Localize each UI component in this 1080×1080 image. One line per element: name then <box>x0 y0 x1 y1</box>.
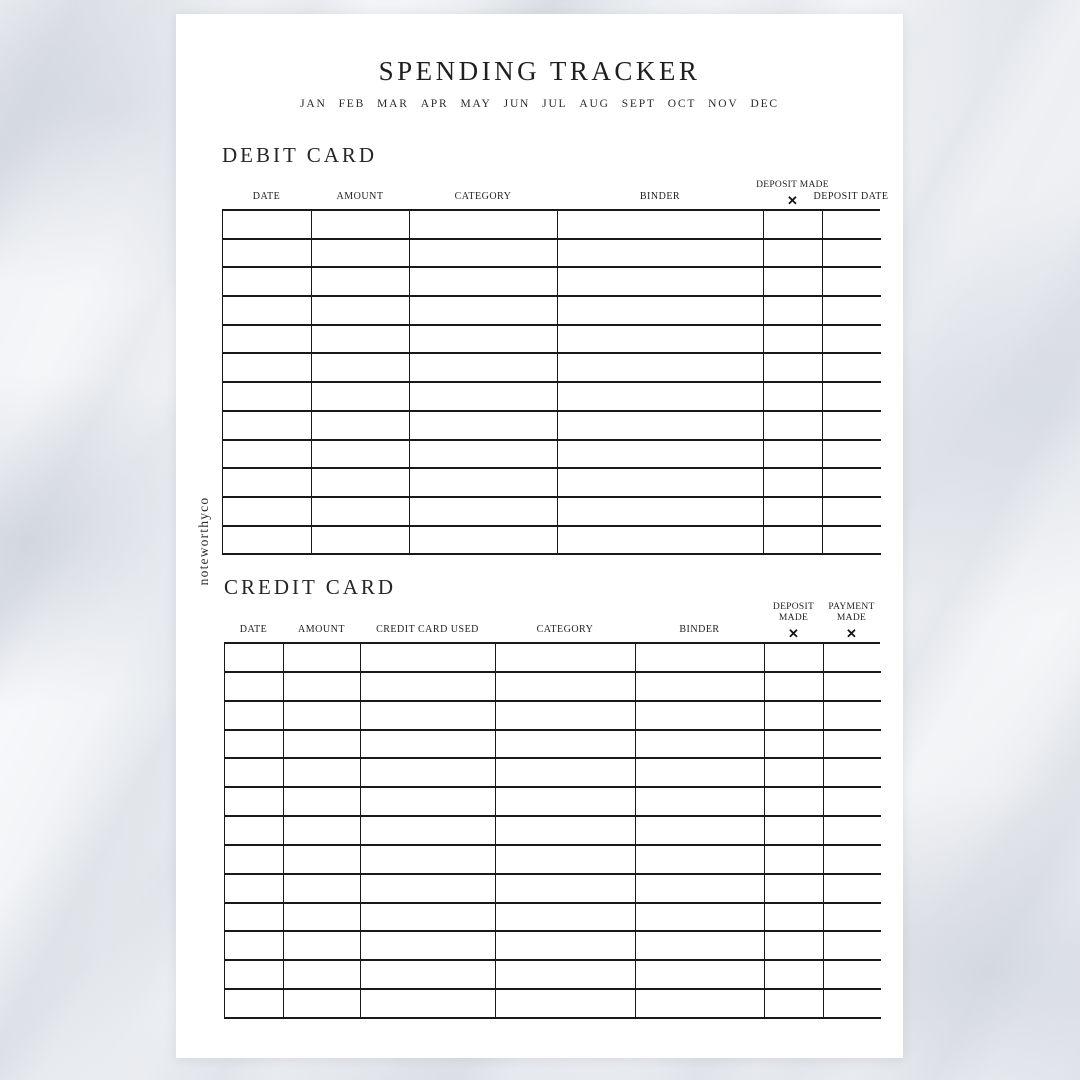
table-cell <box>225 673 284 702</box>
table-cell <box>636 961 765 990</box>
table-cell <box>284 875 361 904</box>
table-cell <box>558 240 764 269</box>
table-cell <box>496 932 636 961</box>
table-cell <box>410 326 558 355</box>
table-cell <box>312 469 410 498</box>
table-cell <box>824 644 881 673</box>
table-cell <box>284 932 361 961</box>
table-cell <box>824 846 881 875</box>
table-cell <box>636 702 765 731</box>
table-cell <box>284 961 361 990</box>
table-cell <box>764 240 823 269</box>
x-mark-icon: ✕ <box>787 193 798 208</box>
section-heading-debit: DEBIT CARD <box>222 143 378 167</box>
table-cell <box>765 904 824 933</box>
table-cell <box>312 441 410 470</box>
table-cell <box>361 961 496 990</box>
table-cell <box>361 904 496 933</box>
table-cell <box>284 673 361 702</box>
table-cell <box>824 990 881 1019</box>
month-label: SEPT <box>621 98 656 110</box>
column-header-amount: AMOUNT <box>298 624 345 635</box>
table-cell <box>496 875 636 904</box>
table-cell <box>410 412 558 441</box>
table-cell <box>312 268 410 297</box>
brand-vertical-text: noteworthyco <box>196 496 211 586</box>
table-cell <box>284 702 361 731</box>
credit-header-row <box>224 599 880 642</box>
table-cell <box>823 383 881 412</box>
table-cell <box>824 817 881 846</box>
table-cell <box>361 846 496 875</box>
table-cell <box>636 817 765 846</box>
table-cell <box>284 731 361 760</box>
table-cell <box>636 990 765 1019</box>
debit-header-row <box>222 172 889 209</box>
table-cell <box>823 211 881 240</box>
table-cell <box>361 702 496 731</box>
month-label: JAN <box>300 98 327 110</box>
table-cell <box>284 990 361 1019</box>
table-cell <box>765 932 824 961</box>
table-cell <box>284 644 361 673</box>
table-cell <box>764 498 823 527</box>
table-cell <box>225 759 284 788</box>
table-cell <box>223 527 312 556</box>
month-label: JUL <box>542 98 568 110</box>
table-cell <box>223 498 312 527</box>
table-cell <box>410 527 558 556</box>
table-cell <box>636 731 765 760</box>
table-cell <box>764 211 823 240</box>
table-cell <box>284 846 361 875</box>
table-cell <box>823 268 881 297</box>
table-cell <box>496 817 636 846</box>
table-cell <box>765 990 824 1019</box>
table-cell <box>225 846 284 875</box>
table-cell <box>764 268 823 297</box>
table-cell <box>410 441 558 470</box>
table-cell <box>823 498 881 527</box>
column-header-date: DATE <box>239 624 268 635</box>
table-cell <box>823 469 881 498</box>
table-cell <box>765 702 824 731</box>
month-label: OCT <box>667 98 697 110</box>
table-cell <box>636 846 765 875</box>
x-mark-icon: ✕ <box>846 626 857 641</box>
table-cell <box>223 412 312 441</box>
table-cell <box>636 904 765 933</box>
table-cell <box>496 846 636 875</box>
table-cell <box>410 469 558 498</box>
table-cell <box>558 527 764 556</box>
table-cell <box>765 644 824 673</box>
table-cell <box>496 673 636 702</box>
table-cell <box>496 990 636 1019</box>
table-cell <box>765 759 824 788</box>
table-cell <box>823 412 881 441</box>
table-cell <box>764 297 823 326</box>
table-cell <box>764 326 823 355</box>
table-cell <box>558 268 764 297</box>
section-heading-credit: CREDIT CARD <box>224 575 397 599</box>
table-cell <box>223 268 312 297</box>
table-cell <box>284 904 361 933</box>
table-cell <box>765 961 824 990</box>
table-cell <box>410 383 558 412</box>
table-cell <box>765 875 824 904</box>
column-header-amount: AMOUNT <box>336 191 384 202</box>
month-label: NOV <box>708 98 739 110</box>
column-header-binder: BINDER <box>639 191 681 202</box>
table-cell <box>496 759 636 788</box>
table-cell <box>225 817 284 846</box>
worksheet-page <box>176 14 903 1058</box>
month-label: JUN <box>503 98 531 110</box>
table-cell <box>223 469 312 498</box>
table-cell <box>764 527 823 556</box>
months-row <box>176 98 903 110</box>
table-cell <box>558 211 764 240</box>
table-cell <box>223 383 312 412</box>
month-label: APR <box>420 98 449 110</box>
table-cell <box>765 846 824 875</box>
column-header-deposit-date: DEPOSIT DATE <box>813 191 889 202</box>
x-mark-icon: ✕ <box>788 626 799 641</box>
table-cell <box>824 875 881 904</box>
table-cell <box>223 326 312 355</box>
table-cell <box>558 326 764 355</box>
table-cell <box>225 932 284 961</box>
table-cell <box>312 383 410 412</box>
table-cell <box>312 354 410 383</box>
table-cell <box>764 441 823 470</box>
table-cell <box>312 527 410 556</box>
column-header-deposit-made: DEPOSIT MADE ✕ <box>772 602 815 641</box>
month-label: DEC <box>750 98 779 110</box>
table-cell <box>361 644 496 673</box>
table-cell <box>764 354 823 383</box>
table-cell <box>410 268 558 297</box>
table-cell <box>225 731 284 760</box>
table-cell <box>312 412 410 441</box>
table-cell <box>361 817 496 846</box>
month-label: MAY <box>460 98 492 110</box>
table-cell <box>496 731 636 760</box>
column-header-category: CATEGORY <box>454 191 512 202</box>
column-header-payment-made: PAYMENT MADE ✕ <box>828 602 875 641</box>
table-cell <box>764 412 823 441</box>
table-cell <box>558 412 764 441</box>
debit-grid <box>222 209 880 555</box>
table-cell <box>410 354 558 383</box>
table-cell <box>558 469 764 498</box>
month-label: MAR <box>377 98 409 110</box>
table-cell <box>361 932 496 961</box>
table-cell <box>636 932 765 961</box>
table-cell <box>558 354 764 383</box>
table-cell <box>823 354 881 383</box>
table-cell <box>284 759 361 788</box>
table-cell <box>410 240 558 269</box>
table-cell <box>558 498 764 527</box>
credit-table <box>224 599 880 1019</box>
column-header-category: CATEGORY <box>536 624 594 635</box>
table-cell <box>823 240 881 269</box>
table-cell <box>225 702 284 731</box>
table-cell <box>824 731 881 760</box>
table-cell <box>361 875 496 904</box>
month-label: AUG <box>579 98 610 110</box>
table-cell <box>496 702 636 731</box>
table-cell <box>284 788 361 817</box>
table-cell <box>496 644 636 673</box>
table-cell <box>225 788 284 817</box>
page-title: SPENDING TRACKER <box>378 56 701 86</box>
table-cell <box>823 326 881 355</box>
table-cell <box>410 211 558 240</box>
table-cell <box>824 788 881 817</box>
table-cell <box>823 297 881 326</box>
table-cell <box>496 788 636 817</box>
table-cell <box>824 904 881 933</box>
table-cell <box>312 240 410 269</box>
table-cell <box>312 211 410 240</box>
month-label: FEB <box>338 98 366 110</box>
table-cell <box>764 383 823 412</box>
table-cell <box>636 673 765 702</box>
table-cell <box>824 759 881 788</box>
table-cell <box>558 383 764 412</box>
credit-grid <box>224 642 880 1019</box>
table-cell <box>636 644 765 673</box>
table-cell <box>225 904 284 933</box>
table-cell <box>361 759 496 788</box>
column-header-credit-card-used: CREDIT CARD USED <box>376 624 479 635</box>
table-cell <box>824 961 881 990</box>
table-cell <box>225 644 284 673</box>
table-cell <box>225 961 284 990</box>
debit-table <box>222 172 889 555</box>
table-cell <box>824 932 881 961</box>
table-cell <box>765 731 824 760</box>
table-cell <box>361 788 496 817</box>
column-header-deposit-made: DEPOSIT MADE ✕ <box>756 180 829 208</box>
table-cell <box>410 498 558 527</box>
table-cell <box>824 702 881 731</box>
table-cell <box>765 788 824 817</box>
table-cell <box>361 990 496 1019</box>
table-cell <box>312 297 410 326</box>
table-cell <box>223 297 312 326</box>
table-cell <box>824 673 881 702</box>
table-cell <box>636 788 765 817</box>
table-cell <box>312 498 410 527</box>
table-cell <box>823 441 881 470</box>
table-cell <box>558 297 764 326</box>
table-cell <box>558 441 764 470</box>
table-cell <box>225 990 284 1019</box>
column-header-binder: BINDER <box>679 624 720 635</box>
table-cell <box>225 875 284 904</box>
table-cell <box>823 527 881 556</box>
table-cell <box>410 297 558 326</box>
table-cell <box>284 817 361 846</box>
table-cell <box>496 961 636 990</box>
table-cell <box>223 354 312 383</box>
table-cell <box>496 904 636 933</box>
table-cell <box>636 759 765 788</box>
table-cell <box>223 441 312 470</box>
table-cell <box>223 211 312 240</box>
table-cell <box>361 673 496 702</box>
column-header-date: DATE <box>252 191 281 202</box>
table-cell <box>765 817 824 846</box>
table-cell <box>361 731 496 760</box>
table-cell <box>636 875 765 904</box>
table-cell <box>312 326 410 355</box>
table-cell <box>223 240 312 269</box>
table-cell <box>764 469 823 498</box>
table-cell <box>765 673 824 702</box>
